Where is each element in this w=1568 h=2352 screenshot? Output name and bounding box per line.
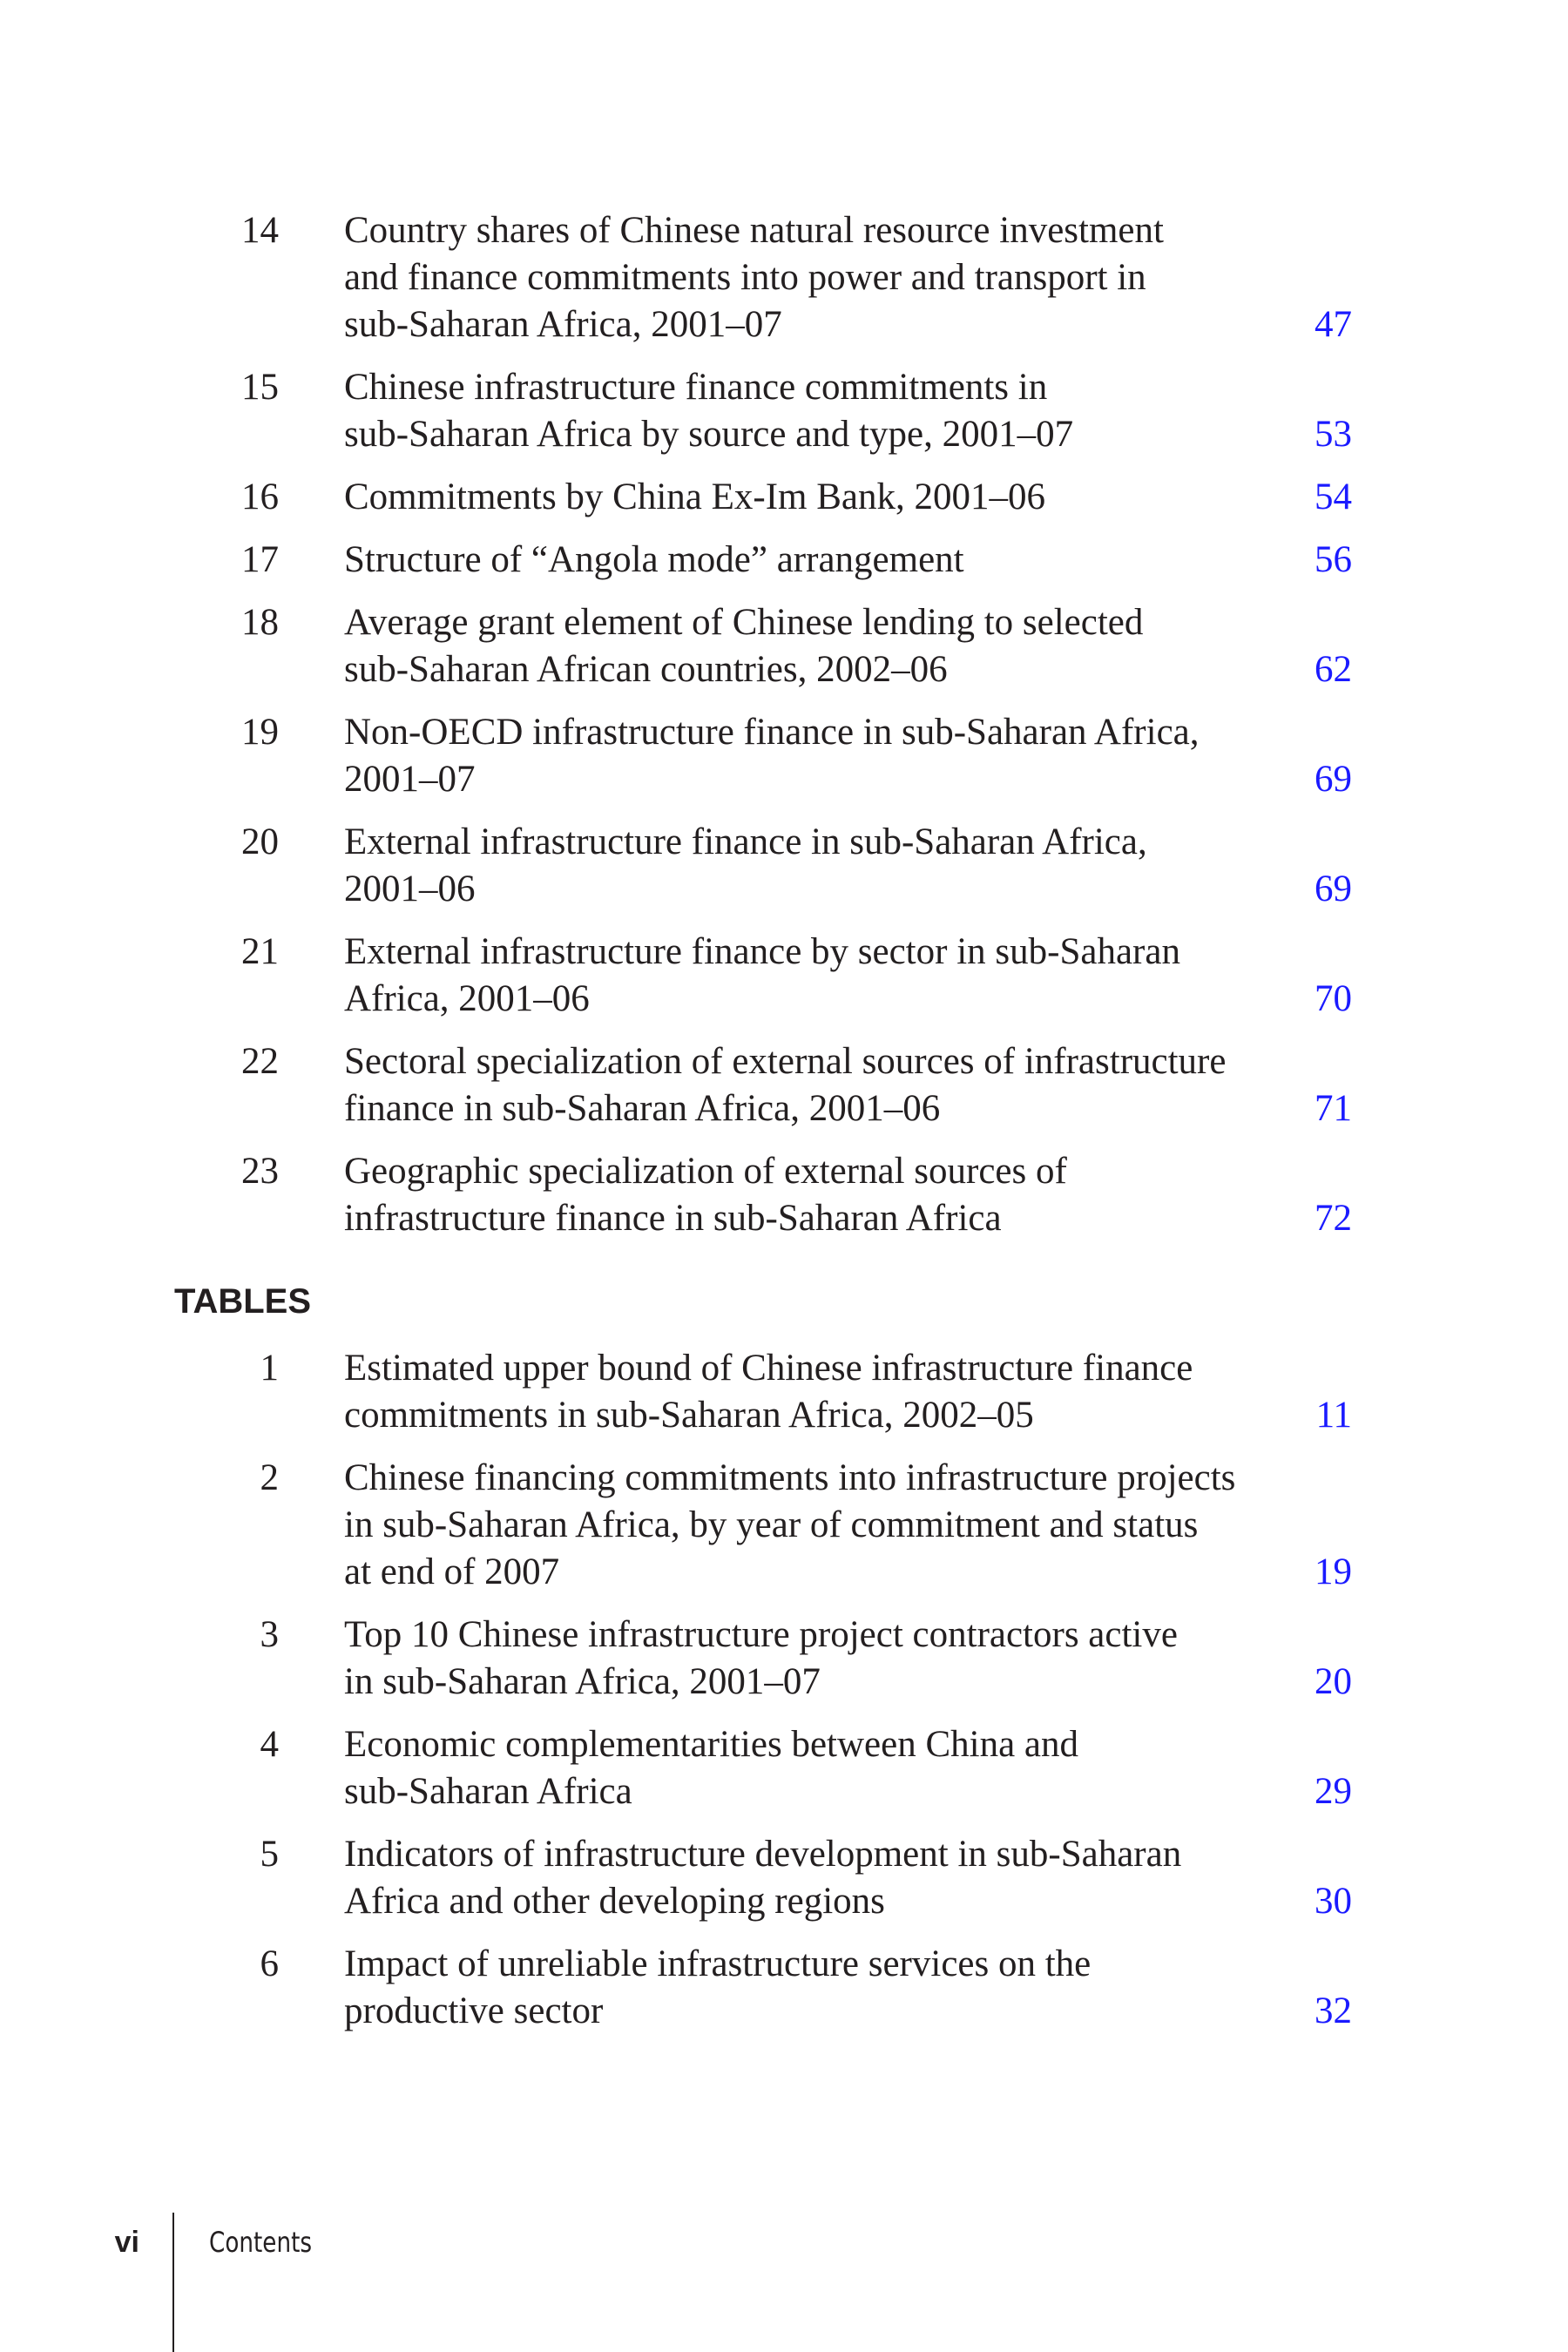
toc-entry [0,599,1568,693]
page-folio: vi [114,2226,139,2259]
entry-page-link[interactable]: 70 [1315,978,1352,1019]
entry-title: Non-OECD infrastructure finance in sub-Saharan Africa, 2001–07 [344,712,1200,800]
entry-page-link[interactable]: 30 [1315,1881,1352,1922]
entry-number: 18 [241,602,279,643]
entry-number: 4 [260,1724,279,1765]
entry-title: Commitments by China Ex-Im Bank, 2001–06 [344,476,1046,517]
entry-number: 19 [241,712,279,753]
entry-number: 16 [241,476,279,517]
entry-page-link[interactable]: 47 [1315,304,1352,345]
entry-number: 15 [241,367,279,408]
entry-title: External infrastructure finance by sector in sub-Saharan Africa, 2001–06 [344,931,1180,1019]
entry-page-link[interactable]: 56 [1315,539,1352,580]
entry-number: 21 [241,931,279,972]
entry-title: Country shares of Chinese natural resource investment and finance commitments into power and transport in sub-Saharan Africa, 2001–07 [344,210,1164,345]
entry-page-link[interactable]: 32 [1315,1990,1352,2031]
toc-entry [0,819,1568,913]
footer-divider [172,2213,174,2352]
entry-page-link[interactable]: 54 [1315,476,1352,517]
entry-title: Impact of unreliable infrastructure services on the productive sector [344,1943,1092,2031]
toc-entry [0,929,1568,1023]
entry-number: 17 [241,539,279,580]
entry-number: 1 [260,1348,279,1389]
running-head: Contents [209,2226,313,2259]
entry-page-link[interactable]: 62 [1315,649,1352,690]
entry-number: 3 [260,1614,279,1655]
toc-entry [0,1345,1568,1439]
entry-title: Top 10 Chinese infrastructure project contractors active in sub-Saharan Africa, 2001–07 [344,1614,1178,1702]
entry-title: Structure of “Angola mode” arrangement [344,539,964,580]
entry-number: 14 [241,210,279,251]
entry-page-link[interactable]: 20 [1315,1661,1352,1702]
toc-entry [0,1612,1568,1706]
page-footer [0,2213,1568,2352]
entry-page-link[interactable]: 69 [1315,759,1352,800]
toc-entry [0,709,1568,803]
toc-entry [0,1941,1568,2035]
entry-number: 20 [241,821,279,862]
entry-number: 6 [260,1943,279,1984]
toc-entry [0,207,1568,348]
entry-title: Chinese financing commitments into infrastructure projects in sub-Saharan Africa, by year of commitment and status at end of 2007 [344,1457,1236,1592]
entry-title: External infrastructure finance in sub-Saharan Africa, 2001–06 [344,821,1147,909]
entry-page-link[interactable]: 11 [1315,1395,1352,1436]
entry-number: 5 [260,1834,279,1875]
entry-page-link[interactable]: 71 [1315,1088,1352,1129]
entry-page-link[interactable]: 53 [1315,414,1352,455]
entry-page-link[interactable]: 69 [1315,868,1352,909]
toc-entry [0,1038,1568,1132]
toc-entry [0,1148,1568,1242]
entry-number: 2 [260,1457,279,1498]
entry-title: Average grant element of Chinese lending to selected sub-Saharan African countries, 2002–06 [344,602,1144,690]
entry-page-link[interactable]: 29 [1315,1771,1352,1812]
entry-page-link[interactable]: 19 [1315,1551,1352,1592]
tables-heading: TABLES [174,1282,312,1321]
entry-title: Indicators of infrastructure development in sub-Saharan Africa and other developing regions [344,1834,1182,1922]
toc-entry [0,1455,1568,1596]
toc-entry [0,474,1568,521]
entry-number: 23 [241,1151,279,1192]
figures-list [0,207,1568,1258]
tables-list [0,1345,1568,2051]
toc-entry [0,1831,1568,1925]
entry-title: Chinese infrastructure finance commitments in sub-Saharan Africa by source and type, 2001–07 [344,367,1074,455]
entry-title: Economic complementarities between China and sub-Saharan Africa [344,1724,1078,1812]
entry-number: 22 [241,1041,279,1082]
entry-title: Geographic specialization of external sources of infrastructure finance in sub-Saharan Africa [344,1151,1067,1239]
entry-title: Estimated upper bound of Chinese infrastructure finance commitments in sub-Saharan Africa, 2002–05 [344,1348,1193,1436]
entry-title: Sectoral specialization of external sources of infrastructure finance in sub-Saharan Africa, 2001–06 [344,1041,1227,1129]
toc-entry [0,364,1568,458]
toc-entry [0,537,1568,584]
entry-page-link[interactable]: 72 [1315,1198,1352,1239]
toc-entry [0,1721,1568,1815]
